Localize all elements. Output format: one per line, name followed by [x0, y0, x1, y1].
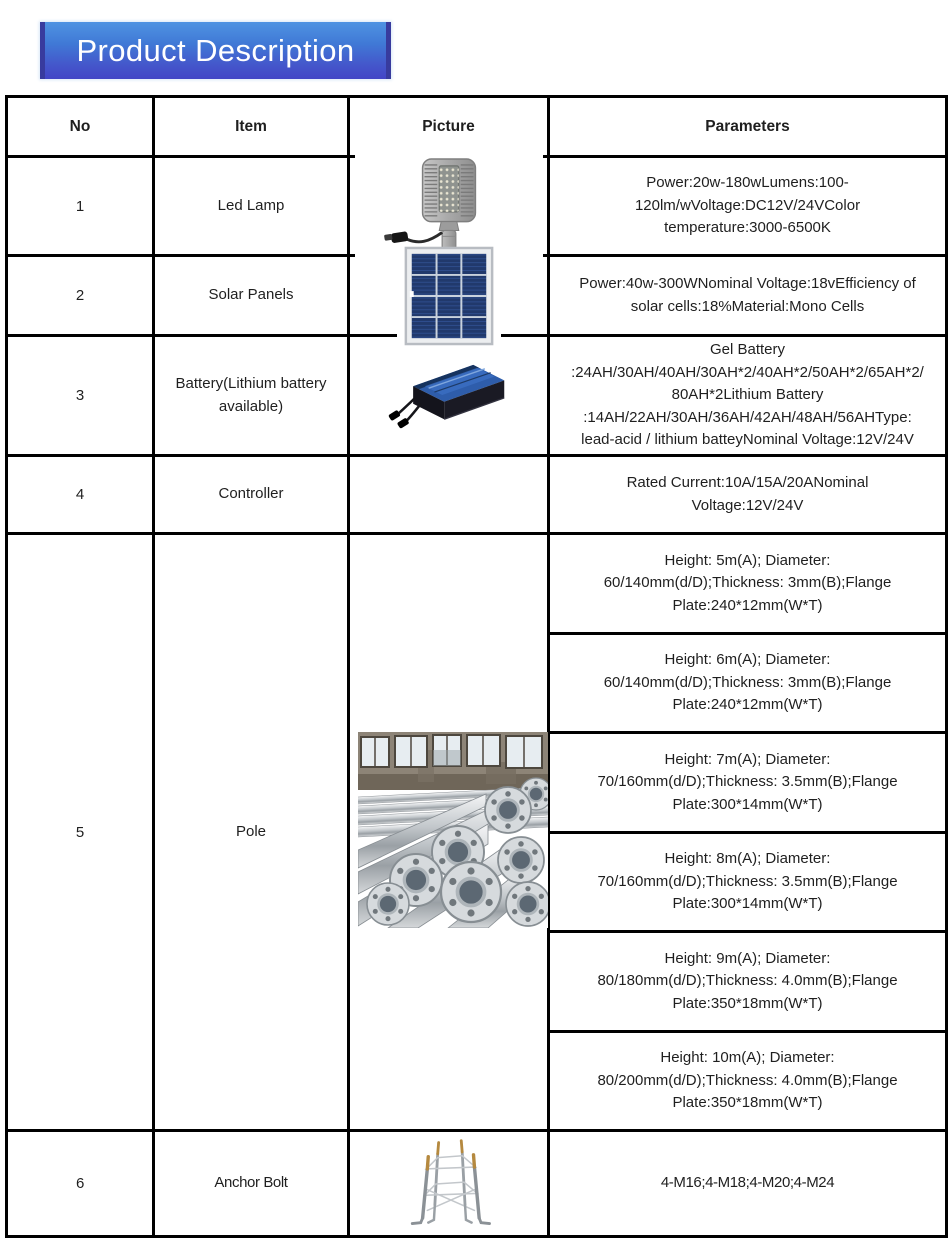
- no-cell: 3: [7, 336, 154, 456]
- item-cell: Battery(Lithium battery available): [154, 336, 349, 456]
- table-row-battery: [7, 336, 947, 456]
- picture-cell-empty: [349, 456, 549, 534]
- item-cell: Solar Panels: [154, 256, 349, 336]
- item-cell: Anchor Bolt: [154, 1131, 349, 1237]
- column-header-no: No: [7, 97, 154, 157]
- table-row-controller: [7, 456, 947, 534]
- no-cell: 6: [7, 1131, 154, 1237]
- anchor-bolt-icon: [401, 1135, 497, 1233]
- params-cell: Gel Battery :24AH/30AH/40AH/30AH*2/40AH*2/50AH*2/65AH*2/80AH*2Lithium Battery :14AH/22AH/30AH/36AH/42AH/48AH/56AHType: lead-acid / lithium batteyNominal Voltage:12V/24V: [549, 336, 947, 456]
- column-header-item: Item: [154, 97, 349, 157]
- params-cell: Height: 7m(A); Diameter: 70/160mm(d/D);Thickness: 3.5mm(B);Flange Plate:300*14mm(W*T): [549, 733, 947, 833]
- steel-poles-photo: [358, 732, 548, 928]
- no-cell: 1: [7, 157, 154, 256]
- column-header-picture: Picture: [349, 97, 549, 157]
- picture-cell: [349, 336, 549, 456]
- product-description-banner: [40, 22, 391, 79]
- product-table: [5, 95, 948, 1238]
- no-cell: 2: [7, 256, 154, 336]
- picture-cell: [349, 157, 549, 256]
- params-cell: Height: 10m(A); Diameter: 80/200mm(d/D);Thickness: 4.0mm(B);Flange Plate:350*18mm(W*T): [549, 1031, 947, 1131]
- params-cell: Height: 8m(A); Diameter: 70/160mm(d/D);Thickness: 3.5mm(B);Flange Plate:300*14mm(W*T): [549, 832, 947, 932]
- banner-title: Product Description: [76, 32, 355, 68]
- params-cell: Height: 9m(A); Diameter: 80/180mm(d/D);Thickness: 4.0mm(B);Flange Plate:350*18mm(W*T): [549, 932, 947, 1032]
- params-cell: 4-M16;4-M18;4-M20;4-M24: [549, 1131, 947, 1237]
- picture-cell: [349, 256, 549, 336]
- params-cell: Rated Current:10A/15A/20ANominal Voltage:12V/24V: [549, 456, 947, 534]
- solar-panel-icon: [403, 246, 495, 346]
- table-row-anchor-bolt: [7, 1131, 947, 1237]
- picture-cell: [349, 534, 549, 1131]
- params-cell: Power:40w-300WNominal Voltage:18vEfficiency of solar cells:18%Material:Mono Cells: [549, 256, 947, 336]
- header-row: [7, 97, 947, 157]
- led-street-lamp-icon: [356, 155, 542, 257]
- item-cell: Pole: [154, 534, 349, 1131]
- picture-cell: [349, 1131, 549, 1237]
- table-row-solar-panels: [7, 256, 947, 336]
- column-header-parameters: Parameters: [549, 97, 947, 157]
- no-cell: 4: [7, 456, 154, 534]
- led-street-lamp-image: [355, 153, 543, 259]
- no-cell: 5: [7, 534, 154, 1131]
- params-cell: Power:20w-180wLumens:100-120lm/wVoltage:DC12V/24VColor temperature:3000-6500K: [549, 157, 947, 256]
- table-row-led-lamp: [7, 157, 947, 256]
- item-cell: Led Lamp: [154, 157, 349, 256]
- table-row-pole: [7, 534, 947, 634]
- item-cell: Controller: [154, 456, 349, 534]
- battery-pack-icon: [386, 351, 512, 437]
- params-cell: Height: 6m(A); Diameter: 60/140mm(d/D);Thickness: 3mm(B);Flange Plate:240*12mm(W*T): [549, 633, 947, 733]
- solar-panel-image: [397, 252, 501, 339]
- params-cell: Height: 5m(A); Diameter: 60/140mm(d/D);Thickness: 3mm(B);Flange Plate:240*12mm(W*T): [549, 534, 947, 634]
